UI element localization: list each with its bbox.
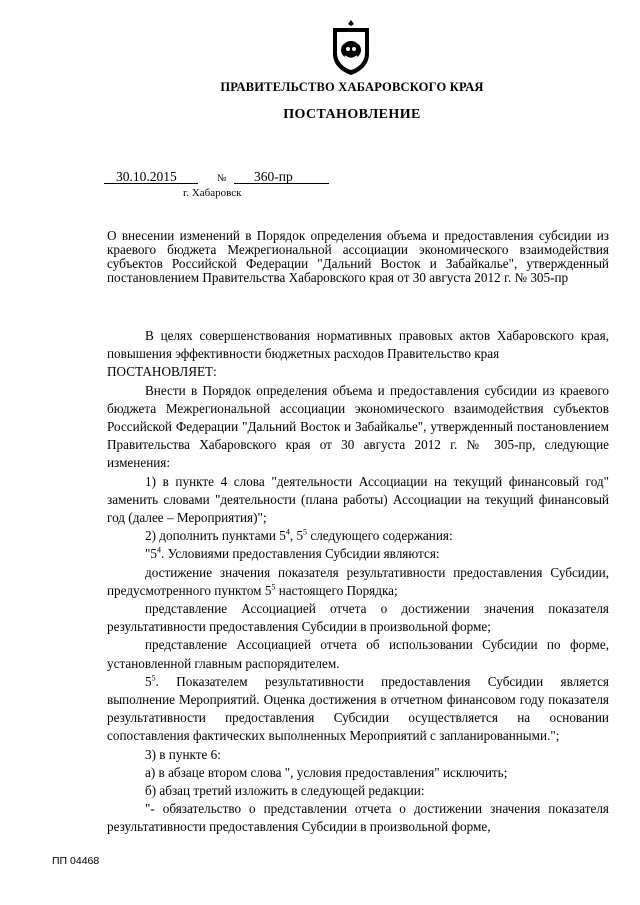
body-paragraph: 3) в пункте 6: xyxy=(145,746,221,762)
document-type-title: ПОСТАНОВЛЕНИЕ xyxy=(283,107,421,122)
footer-code: ПП 04468 xyxy=(52,855,100,867)
body-paragraph: а) в абзаце втором слова ", условия предоставления" исключить; xyxy=(145,764,508,780)
body-paragraph: достижение значения показателя результативности предоставления Субсидии, предусмотренного пунктом $5^5$ настоящего Порядка; xyxy=(107,564,609,598)
document-body xyxy=(107,327,609,837)
document-city: г. Хабаровск xyxy=(183,187,242,199)
body-paragraph: представление Ассоциацией отчета о достижении значения показателя результативности предоставления Субсидии в произвольной форме; xyxy=(107,601,609,635)
body-paragraph: Внести в Порядок определения объема и предоставления субсидии из краевого бюджета Межрегиональной ассоциации экономического взаимодействия субъектов Российской Федерации "Дальний Восток и Забайкалье", утвержденный постановлением Правительства Хабаровского края от 30 августа 2012 г. № 305-пр, следующие изменения: xyxy=(107,382,609,471)
document-number: 360-пр xyxy=(234,170,329,184)
number-sign: № xyxy=(217,173,227,184)
document-date: 30.10.2015 xyxy=(104,170,198,184)
body-paragraph: 1) в пункте 4 слова "деятельности Ассоциации на текущий финансовый год" заменить словами "деятельности (плана работы) Ассоциации на текущий финансовый год (далее – Мероприятия)"; xyxy=(107,473,609,526)
government-name: ПРАВИТЕЛЬСТВО ХАБАРОВСКОГО КРАЯ xyxy=(220,80,484,94)
body-paragraph: ПОСТАНОВЛЯЕТ: xyxy=(107,364,217,380)
body-paragraph: 2) дополнить пунктами $5^4$, $5^5$ следующего содержания: xyxy=(145,527,453,544)
body-paragraph: "$5^4$. Условиями предоставления Субсидии являются: xyxy=(145,546,440,562)
body-paragraph: "- обязательство о представлении отчета о достижении значения показателя результативности предоставления Субсидии в произвольной форме, xyxy=(107,801,609,835)
body-paragraph: б) абзац третий изложить в следующей редакции: xyxy=(145,783,425,799)
body-paragraph: В целях совершенствования нормативных правовых актов Хабаровского края, повышения эффективности бюджетных расходов Правительство края xyxy=(107,328,609,362)
document-subject: О внесении изменений в Порядок определения объема и предоставления субсидии из краевого бюджета Межрегиональной ассоциации экономического взаимодействия субъектов Российской Федерации "Дальний Восток и Забайкалье", утвержденный постановлением Правительства Хабаровского края от 30 августа 2012 г. № 305-пр xyxy=(107,228,609,285)
coat-of-arms-icon xyxy=(327,18,375,76)
body-paragraph: $5^5$. Показателем результативности предоставления Субсидии является выполнение Мероприятий. Оценка достижения в отчетном финансовом году показателя результативности предоставления Субсидии осуществляется на основании сопоставления фактических выполненных Мероприятий с запланированными."; xyxy=(107,673,609,744)
body-paragraph: представление Ассоциацией отчета об использовании Субсидии по форме, установленной главным распорядителем. xyxy=(107,637,609,671)
